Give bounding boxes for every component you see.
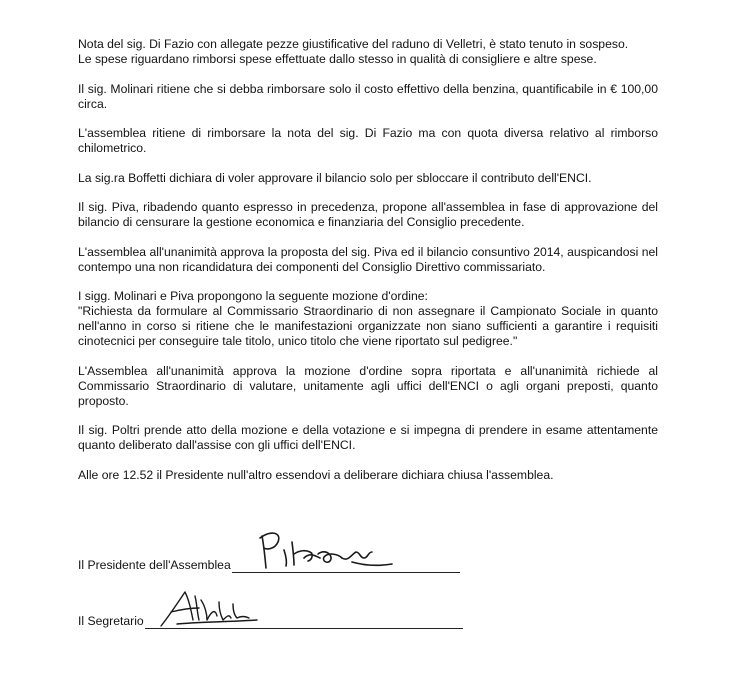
paragraph-difazio-note [78,37,658,67]
paragraph-boffetti: La sig.ra Boffetti dichiara di voler approvare il bilancio solo per sbloccare il contributo dell'ENCI. [78,170,592,185]
paragraph-molinari-petrol: Il sig. Molinari ritiene che si debba rimborsare solo il costo effettivo della benzina, quantificabile in € 100,00 circa. [78,81,658,111]
secretary-signature-block [78,614,463,629]
motion-quote: "Richiesta da formulare al Commissario Straordinario di non assegnare il Campionato Sociale in quanto nell'anno in corso si ritiene che le manifestazioni organizzate non siano sufficienti a garantire i requisiti cinotecnici per conseguire tale titolo, unico titolo che viene riportato sul pedigree." [78,304,658,348]
secretary-signature-label: Il Segretario [78,614,144,628]
paragraph-assembly-refund: L'assemblea ritiene di rimborsare la nota del sig. Di Fazio ma con quota diversa relativo al rimborso chilometrico. [78,126,658,155]
secretary-signature-line [145,616,463,629]
president-signature [256,528,396,572]
paragraph-closing: Alle ore 12.52 il Presidente null'altro essendovi a deliberare dichiara chiusa l'assemblea. [78,467,554,482]
paragraph-piva-proposal: Il sig. Piva, ribadendo quanto espresso in precedenza, propone all'assemblea in fase di approvazione del bilancio di censurare la gestione economica e finanziaria del Consiglio precedente. [78,200,658,229]
motion-intro: I sigg. Molinari e Piva propongono la seguente mozione d'ordine: [78,289,428,303]
paragraph-line: Le spese riguardano rimborsi spese effettuate dallo stesso in qualità di consigliere e altre spese. [78,52,597,66]
paragraph-poltri: Il sig. Poltri prende atto della mozione e della votazione e si impegna di prendere in esame attentamente quanto deliberato dall'assise con gli uffici dell'ENCI. [78,423,658,452]
paragraph-unanimous-approval: L'assemblea all'unanimità approva la proposta del sig. Piva ed il bilancio consuntivo 2014, auspicandosi nel contempo una non ricandidatura dei componenti del Consiglio Direttivo commissariato. [78,244,658,274]
president-signature-label: Il Presidente dell'Assemblea [78,558,231,572]
president-signature-block [78,558,460,573]
minutes-document [78,37,658,497]
president-signature-line [232,560,460,573]
paragraph-line: Nota del sig. Di Fazio con allegate pezze giustificative del raduno di Velletri, è stato tenuto in sospeso. [78,37,629,51]
paragraph-motion-approval: L'Assemblea all'unanimità approva la mozione d'ordine sopra riportata e all'unanimità richiede al Commissario Straordinario di valutare, unitamente agli uffici dell'ENCI o agli organi preposti, quanto proposto. [78,363,658,408]
paragraph-motion [78,289,658,349]
secretary-signature [157,586,267,632]
